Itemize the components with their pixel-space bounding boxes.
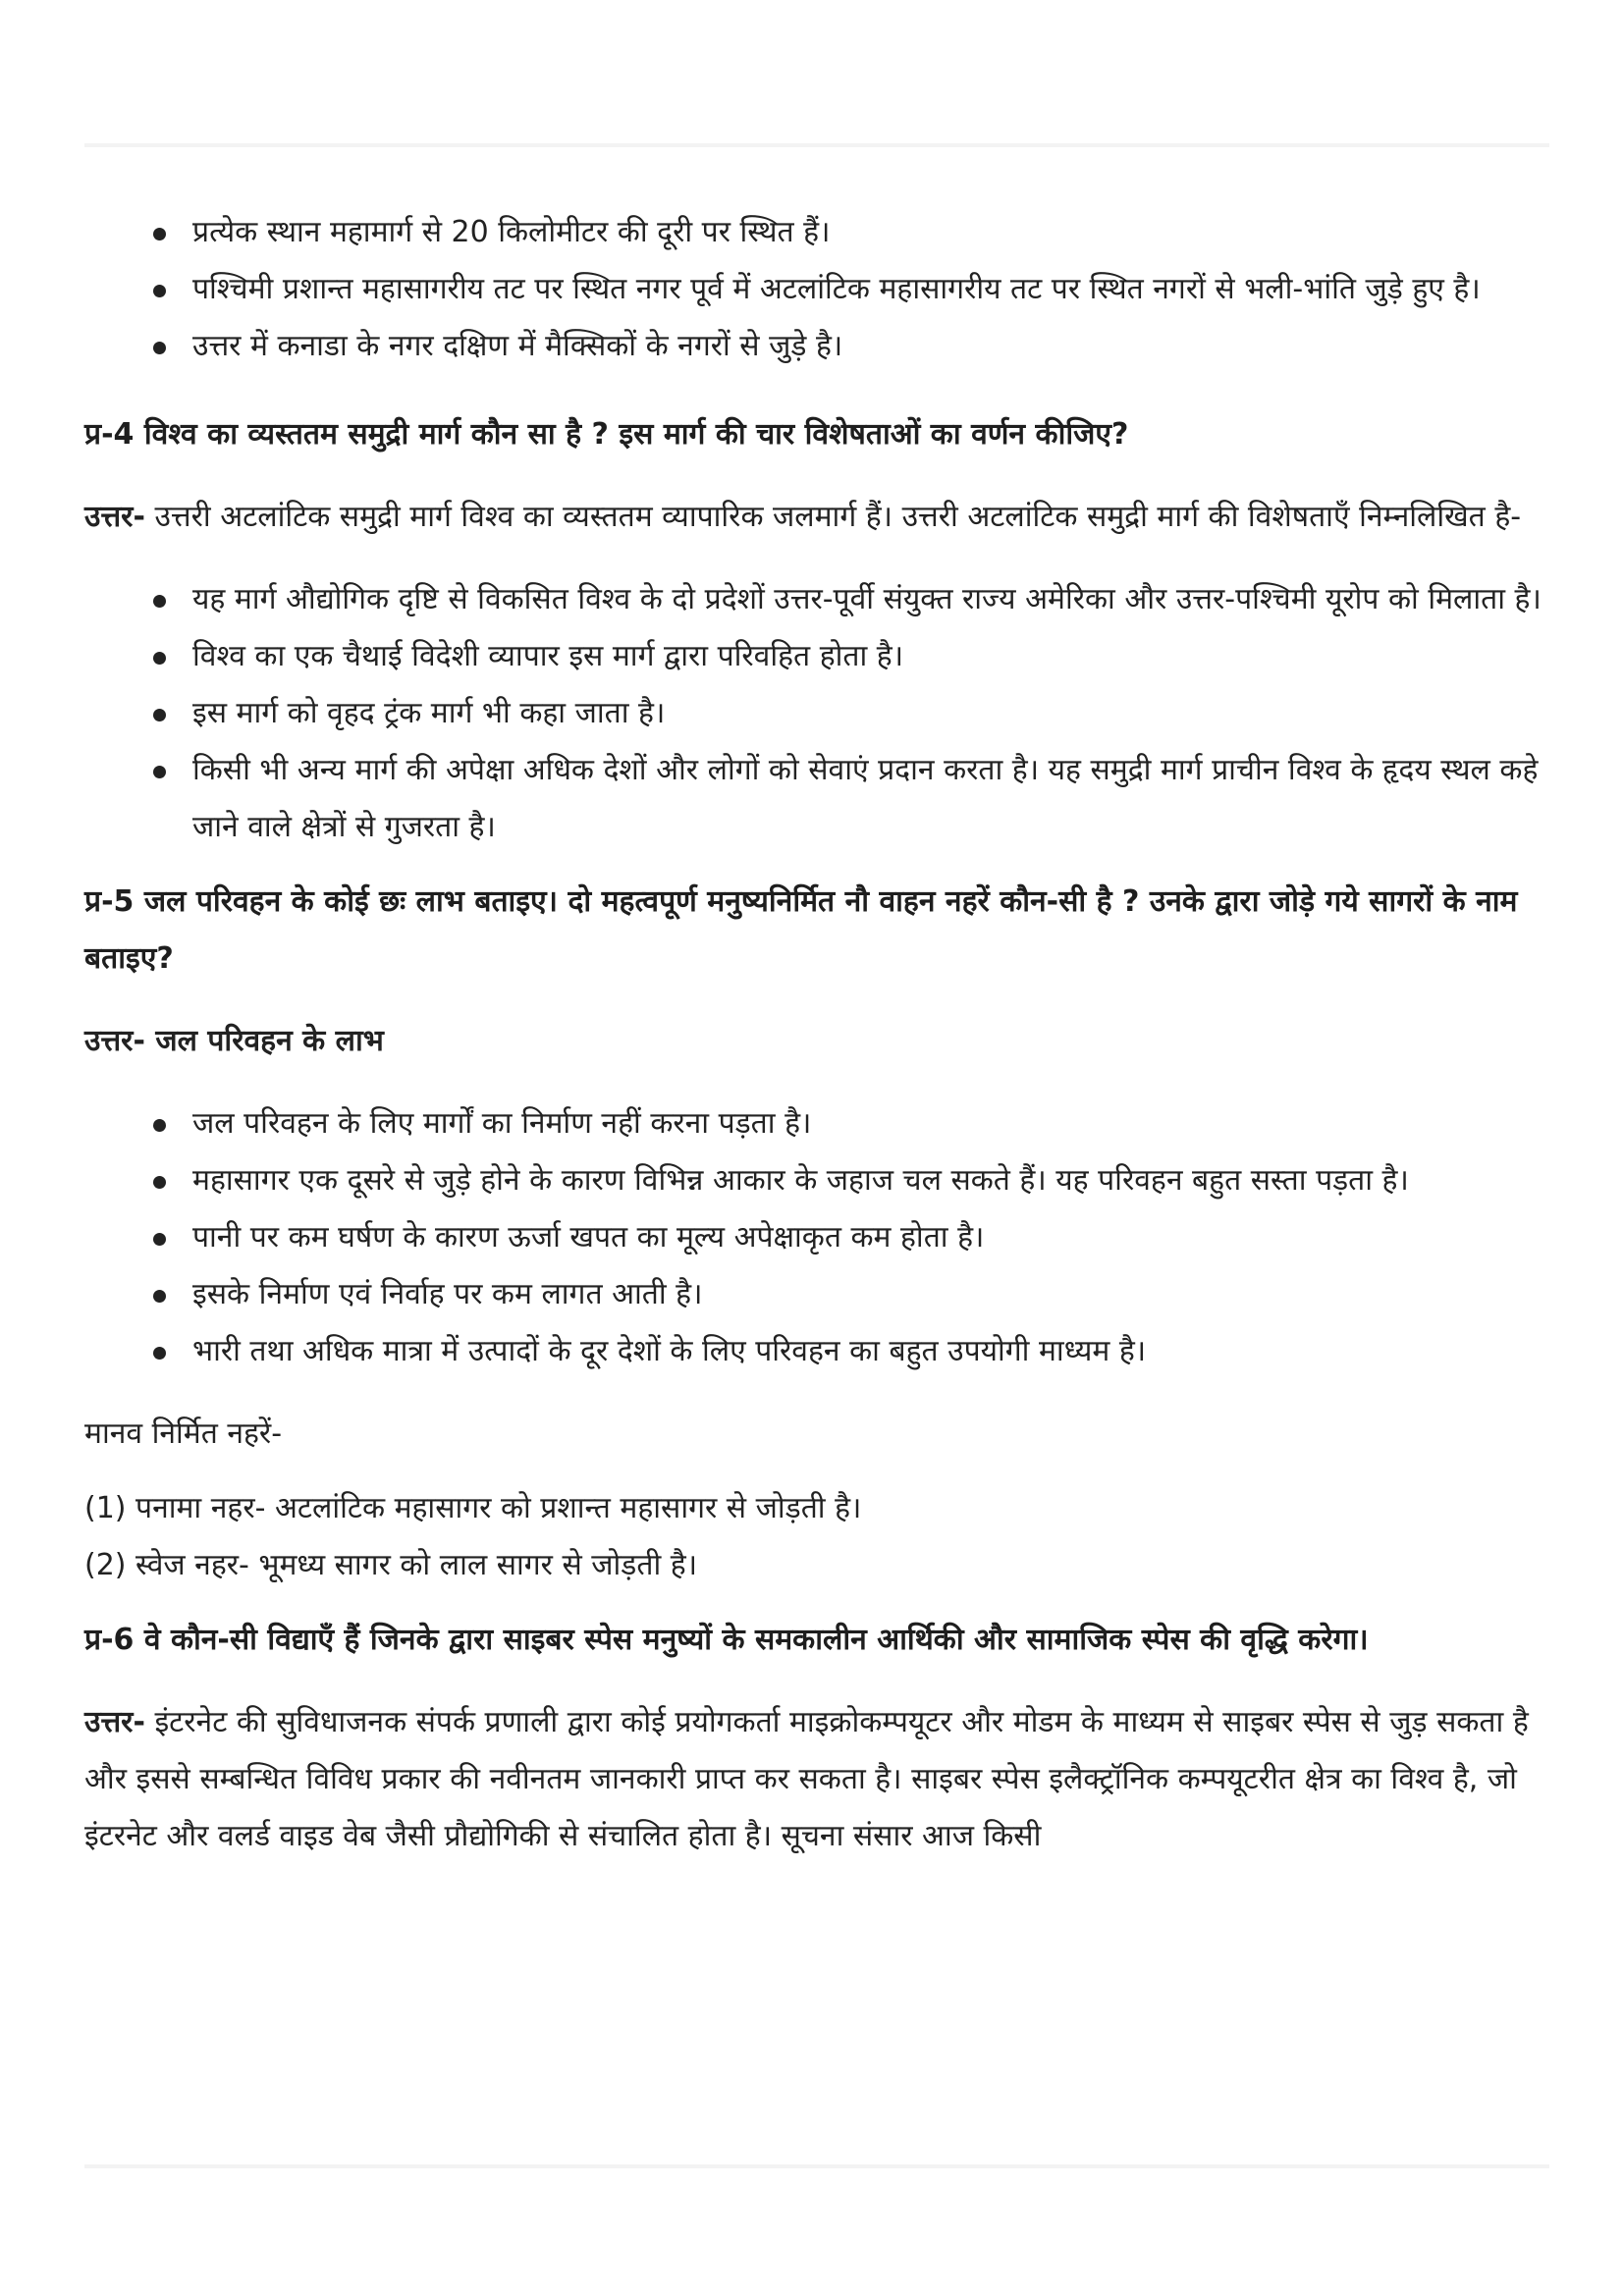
bullet-icon <box>153 595 166 608</box>
bullet-icon <box>153 228 166 240</box>
page-top-divider <box>84 143 1549 147</box>
bullet-list-q5 <box>84 1095 1549 1380</box>
bullet-icon <box>153 285 166 297</box>
bullet-icon <box>153 652 166 665</box>
list-item: जल परिवहन के लिए मार्गों का निर्माण नहीं करना पड़ता है। <box>192 1095 1549 1152</box>
list-item: पश्चिमी प्रशान्त महासागरीय तट पर स्थित नगर पूर्व में अटलांटिक महासागरीय तट पर स्थित नगरों से भली-भांति जुड़े हुए है। <box>192 261 1549 318</box>
list-item: पानी पर कम घर्षण के कारण ऊर्जा खपत का मूल्य अपेक्षाकृत कम होता है। <box>192 1209 1549 1266</box>
canals-heading: मानव निर्मित नहरें- <box>84 1416 283 1451</box>
canal-item: (1) पनामा नहर- अटलांटिक महासागर को प्रशान्त महासागर से जोड़ती है। <box>84 1491 862 1525</box>
bullet-icon <box>153 766 166 778</box>
answer-label: उत्तर- <box>84 500 145 534</box>
list-item: इसके निर्माण एवं निर्वाह पर कम लागत आती है। <box>192 1266 1549 1323</box>
list-item: भारी तथा अधिक मात्रा में उत्पादों के दूर देशों के लिए परिवहन का बहुत उपयोगी माध्यम है। <box>192 1323 1549 1380</box>
question-5: प्र-5 जल परिवहन के कोई छः लाभ बताइए। दो महत्वपूर्ण मनुष्यनिर्मित नौ वाहन नहरें कौन-सी है ? उनके द्वारा जोड़े गये सागरों के नाम बताइए? <box>84 884 1518 976</box>
bullet-icon <box>153 1347 166 1360</box>
canal-item: (2) स्वेज नहर- भूमध्य सागर को लाल सागर से जोड़ती है। <box>84 1548 698 1582</box>
question-4: प्र-4 विश्व का व्यस्ततम समुद्री मार्ग कौन सा है ? इस मार्ग की चार विशेषताओं का वर्णन कीजिए? <box>84 417 1129 452</box>
answer-4 <box>84 489 1549 546</box>
answer-label: उत्तर- <box>84 1705 145 1739</box>
list-item: उत्तर में कनाडा के नगर दक्षिण में मैक्सिकों के नगरों से जुड़े है। <box>192 318 1549 375</box>
bullet-list-intro <box>84 204 1549 375</box>
bullet-icon <box>153 709 166 721</box>
bullet-icon <box>153 342 166 354</box>
answer-text: इंटरनेट की सुविधाजनक संपर्क प्रणाली द्वारा कोई प्रयोगकर्ता माइक्रोकम्पयूटर और मोडम के माध्यम से साइबर स्पेस से जुड़ सकता है और इससे सम्बन्धित विविध प्रकार की नवीनतम जानकारी प्राप्त कर सकता है। साइबर स्पेस इलैक्ट्रॉनिक कम्पयूटरीत क्षेत्र का विश्व है, जो इंटरनेट और वलर्ड वाइड वेब जैसी प्रौद्योगिकी से संचालित होता है। सूचना संसार आज किसी <box>84 1705 1529 1853</box>
answer-text: उत्तरी अटलांटिक समुद्री मार्ग विश्व का व्यस्ततम व्यापारिक जलमार्ग हैं। उत्तरी अटलांटिक समुद्री मार्ग की विशेषताएँ निम्नलिखित है- <box>144 500 1522 534</box>
bullet-icon <box>153 1233 166 1246</box>
list-item: प्रत्येक स्थान महामार्ग से 20 किलोमीटर की दूरी पर स्थित हैं। <box>192 204 1549 261</box>
list-item: यह मार्ग औद्योगिक दृष्टि से विकसित विश्व के दो प्रदेशों उत्तर-पूर्वी संयुक्त राज्य अमेरिका और उत्तर-पश्चिमी यूरोप को मिलाता है। <box>192 571 1549 628</box>
page-content <box>84 204 1549 1865</box>
answer-6 <box>84 1694 1549 1865</box>
list-item: इस मार्ग को वृहद ट्रंक मार्ग भी कहा जाता है। <box>192 685 1549 742</box>
bullet-list-q4 <box>84 571 1549 856</box>
list-item: महासागर एक दूसरे से जुड़े होने के कारण विभिन्न आकार के जहाज चल सकते हैं। यह परिवहन बहुत सस्ता पड़ता है। <box>192 1152 1549 1209</box>
bullet-icon <box>153 1176 166 1189</box>
page-bottom-divider <box>84 2164 1549 2168</box>
list-item: किसी भी अन्य मार्ग की अपेक्षा अधिक देशों और लोगों को सेवाएं प्रदान करता है। यह समुद्री मार्ग प्राचीन विश्व के हृदय स्थल कहे जाने वाले क्षेत्रों से गुजरता है। <box>192 742 1549 856</box>
list-item: विश्व का एक चैथाई विदेशी व्यापार इस मार्ग द्वारा परिवहित होता है। <box>192 628 1549 685</box>
question-6: प्र-6 वे कौन-सी विद्याएँ हैं जिनके द्वारा साइबर स्पेस मनुष्यों के समकालीन आर्थिकी और सामाजिक स्पेस की वृद्धि करेगा। <box>84 1623 1369 1657</box>
bullet-icon <box>153 1290 166 1303</box>
bullet-icon <box>153 1119 166 1132</box>
answer-5-heading: उत्तर- जल परिवहन के लाभ <box>84 1024 384 1058</box>
